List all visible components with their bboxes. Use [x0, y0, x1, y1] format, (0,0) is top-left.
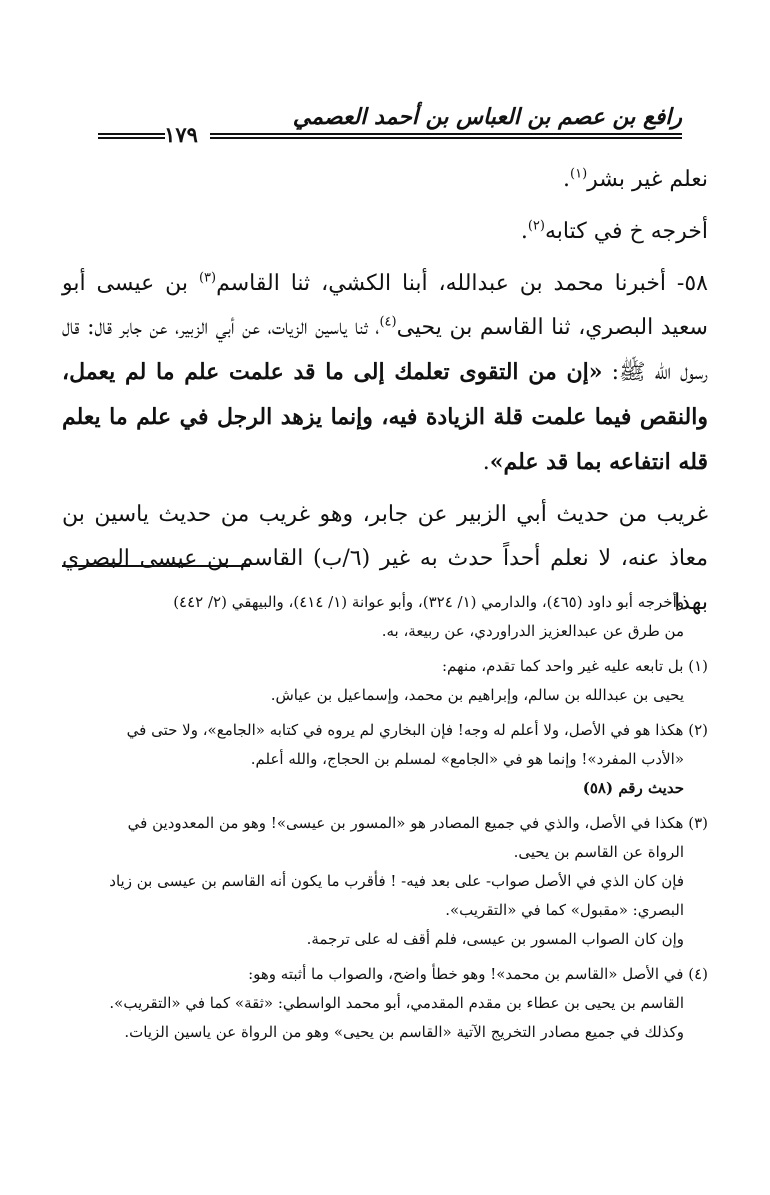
footnote-line: وكذلك في جميع مصادر التخريج الآتية «القاسم بن يحيى» وهو من الرواة عن ياسين الزيات. [124, 1023, 684, 1041]
text-line: أخرجه خ في كتابه$^{(٢)}$. [520, 218, 708, 244]
text-span: نعلم غير بشر [587, 167, 708, 192]
footnote-line: «الأدب المفرد»! وإنما هو في «الجامع» لمسلم بن الحجاج، والله أعلم. [250, 750, 684, 768]
footnote-ref: (٣) [198, 270, 217, 286]
footnote-ref: (١) [570, 166, 588, 182]
footnote-separator [62, 565, 250, 567]
footnote-3: (٣) هكذا في الأصل، والذي في جميع المصادر هو «المسور بن عيسى»! وهو من المعدودين في [127, 814, 708, 832]
hadith-matn: «إن من التقوى تعلمك إلى ما قد علمت علم ما لم يعمل، والنقص فيما علمت قلة الزيادة فيه، وإنما يزهد الرجل في علم ما يعلم قله انتفاعه بما قد علم» [62, 359, 708, 475]
footnote-2: (٢) هكذا هو في الأصل، ولا أعلم له وجه! فإن البخاري لم يروه في كتابه «الجامع»، ولا حتى في [126, 721, 708, 739]
footnotes [62, 588, 708, 1047]
footnote-line: البصري: «مقبول» كما في «التقريب». [445, 901, 684, 919]
header-rule-left [98, 133, 165, 139]
page-number: ١٧٩ [164, 122, 198, 147]
hadith-paragraph: ٥٨- أخبرنا محمد بن عبدالله، أبنا الكشي، ثنا القاسم$^{(٣)}$ بن عيسى أبو سعيد البصري، ثنا القاسم بن يحيى$^{(٤)}$، ثنا ياسين الزيات، عن أبي الزبير، عن جابر قال: قال رسول الله ﷺ: «إن من التقوى تعلمك إلى ما قد علمت علم ما لم يعمل، والنقص فيما علمت قلة الزيادة فيه، وإنما يزهد الرجل في علم ما يعلم قله انتفاعه بما قد علم». [62, 270, 708, 475]
footnote-4: (٤) في الأصل «القاسم بن محمد»! وهو خطأ واضح، والصواب ما أثبته وهو: [248, 965, 708, 983]
hadith-number: ٥٨- [676, 271, 708, 296]
footnote-line: القاسم بن يحيى بن عطاء بن مقدم المقدمي، أبو محمد الواسطي: «ثقة» كما في «التقريب». [109, 994, 684, 1012]
footnote-line: فإن كان الذي في الأصل صواب- على بعد فيه- ! فأقرب ما يكون أنه القاسم بن عيسى بن زياد [109, 872, 684, 890]
isnad-text: ، ثنا ياسين الزيات، عن أبي الزبير، عن جابر قال: قال رسول الله ﷺ: [62, 315, 708, 385]
footnote-ref: (٢) [527, 218, 545, 234]
text-line: نعلم غير بشر$^{(١)}$. [563, 166, 708, 192]
text-span: أخرجه خ في كتابه [544, 219, 708, 244]
footnote-line: الرواة عن القاسم بن يحيى. [513, 843, 684, 861]
footnote-subheading: حديث رقم (٥٨) [582, 779, 684, 797]
footnote-ref: (٤) [379, 314, 397, 330]
closing-paragraph: غريب من حديث أبي الزبير عن جابر، وهو غريب من حديث ياسين بن معاذ عنه، لا نعلم أحداً حدث به غير (٦/ب) القاسم بن عيسى البصري بهذا [62, 502, 709, 615]
footnote-line: من طرق عن عبدالعزيز الدراوردي، عن ربيعة، به. [381, 622, 684, 640]
running-title: رافع بن عصم بن العباس بن أحمد العصمي [292, 104, 682, 130]
main-text [62, 158, 708, 625]
footnote-line: وأخرجه أبو داود (٤٦٥)، والدارمي (١/ ٣٢٤)، وأبو عوانة (١/ ٤١٤)، والبيهقي (٢/ ٤٤٢) [173, 593, 684, 611]
footnote-line: يحيى بن عبدالله بن سالم، وإبراهيم بن محمد، وإسماعيل بن عياش. [270, 686, 684, 704]
header-rule-right [210, 133, 682, 139]
isnad-text: أخبرنا محمد بن عبدالله، أبنا الكشي، ثنا القاسم [216, 271, 677, 296]
footnote-1: (١) بل تابعه عليه غير واحد كما تقدم، منهم: [442, 657, 708, 675]
isnad-text: بن عيسى أبو سعيد البصري، ثنا القاسم بن يحيى [62, 271, 708, 340]
footnote-line: وإن كان الصواب المسور بن عيسى، فلم أقف له على ترجمة. [306, 930, 684, 948]
